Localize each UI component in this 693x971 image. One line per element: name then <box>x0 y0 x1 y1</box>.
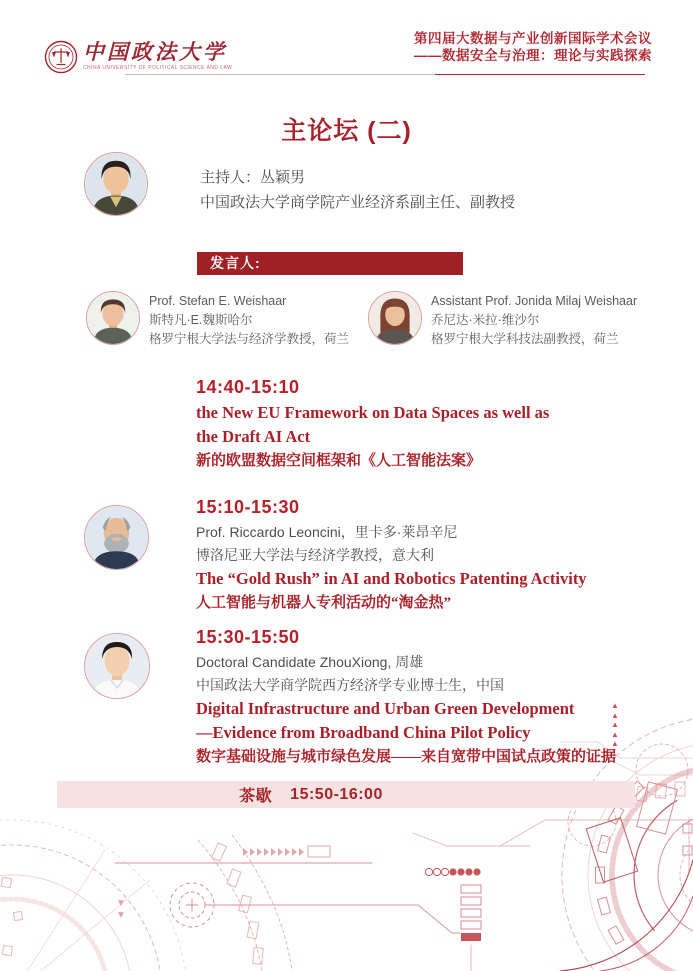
session-1 <box>196 376 549 473</box>
speaker-card-stefan <box>86 291 368 349</box>
triangle-up-icon: ▲ <box>611 729 619 739</box>
university-seal-icon <box>44 40 78 74</box>
speaker-text-stefan <box>149 291 349 349</box>
session-time: 15:10-15:30 <box>196 497 300 517</box>
session-title-cn: 人工智能与机器人专利活动的“淘金热” <box>196 595 452 611</box>
tea-break-label: 茶歇 <box>239 788 273 805</box>
university-logo <box>44 40 232 74</box>
university-name-en: CHINA UNIVERSITY OF POLITICAL SCIENCE AND LAW <box>83 65 233 71</box>
speaker-name-cn: 斯特凡·E.魏斯哈尔 <box>149 313 253 327</box>
session-title-en-line1: The “Gold Rush” in AI and Robotics Patenting Activity <box>196 569 587 588</box>
session-title-cn: 新的欧盟数据空间框架和《人工智能法案》 <box>196 453 482 469</box>
page-title: 主论坛 (二) <box>281 117 412 145</box>
host-photo <box>84 152 148 216</box>
triangle-down-icon: ▼ <box>116 898 126 909</box>
header-divider-red <box>435 74 645 75</box>
session-speaker-line2: 博洛尼亚大学法与经济学教授，意大利 <box>196 547 434 563</box>
session-speaker-line1: Doctoral Candidate ZhouXiong, 周雄 <box>196 654 424 670</box>
host-row <box>84 152 515 216</box>
session-time: 15:30-15:50 <box>196 627 300 647</box>
triangle-up-icon: ▲ <box>611 710 619 720</box>
session-speaker-line2: 中国政法大学商学院西方经济学专业博士生，中国 <box>196 677 504 693</box>
speaker-name-cn: 乔尼达·米拉·维沙尔 <box>431 313 540 327</box>
speaker-photo-riccardo <box>84 505 149 570</box>
tea-break-time: 15:50-16:00 <box>290 785 383 803</box>
header-divider <box>125 74 645 75</box>
session-title-en-line2: the Draft AI Act <box>196 427 311 446</box>
conference-title <box>414 30 652 64</box>
session-3-photo-wrap <box>84 633 150 699</box>
speaker-name-en: Prof. Stefan E. Weishaar <box>149 294 287 308</box>
tea-break-bar <box>57 781 635 808</box>
header-divider-gray <box>125 74 435 75</box>
conference-title-line1: 第四届大数据与产业创新国际学术会议 <box>414 31 652 46</box>
session-title-en-line1: Digital Infrastructure and Urban Green Development <box>196 699 575 718</box>
speaker-photo-zhouxiong <box>84 633 150 699</box>
speaker-affiliation: 格罗宁根大学法与经济学教授，荷兰 <box>149 332 350 346</box>
session-title-cn: 数字基础设施与城市绿色发展——来自宽带中国试点政策的证据 <box>196 749 617 765</box>
speakers-row <box>86 291 661 349</box>
triangle-up-icon: ▲ <box>611 701 619 710</box>
session-3 <box>196 626 616 769</box>
session-2-photo-wrap <box>84 505 149 570</box>
session-2 <box>196 496 587 615</box>
university-name-block <box>83 40 232 71</box>
university-name-cn: 中国政法大学 <box>83 39 227 64</box>
triangle-down-decoration <box>116 898 126 922</box>
session-speaker-line1: Prof. Riccardo Leoncini，里卡多·莱昂辛尼 <box>196 524 458 540</box>
host-text <box>200 152 515 216</box>
speaker-name-en: Assistant Prof. Jonida Milaj Weishaar <box>431 294 638 308</box>
speaker-text-jonida <box>431 291 637 349</box>
speaker-photo-stefan <box>86 291 140 345</box>
session-title-en-line1: the New EU Framework on Data Spaces as well as <box>196 403 550 422</box>
triangle-up-icon: ▲ <box>611 720 619 729</box>
triangle-up-icon: ▲ <box>611 739 619 748</box>
speaker-photo-jonida <box>368 291 422 345</box>
conference-title-line2: ——数据安全与治理：理论与实践探索 <box>414 48 652 63</box>
speaker-card-jonida <box>368 291 637 349</box>
session-title-en-line2: —Evidence from Broadband China Pilot Policy <box>196 723 531 742</box>
host-line1: 主持人：丛颖男 <box>200 169 306 186</box>
triangle-down-icon: ▼ <box>116 910 126 921</box>
speaker-affiliation: 格罗宁根大学科技法副教授，荷兰 <box>431 332 619 346</box>
session-time: 14:40-15:10 <box>196 377 300 397</box>
triangle-up-decoration <box>611 701 619 749</box>
speakers-banner: 发言人: <box>197 252 463 275</box>
host-line2: 中国政法大学商学院产业经济系副主任、副教授 <box>200 194 516 211</box>
